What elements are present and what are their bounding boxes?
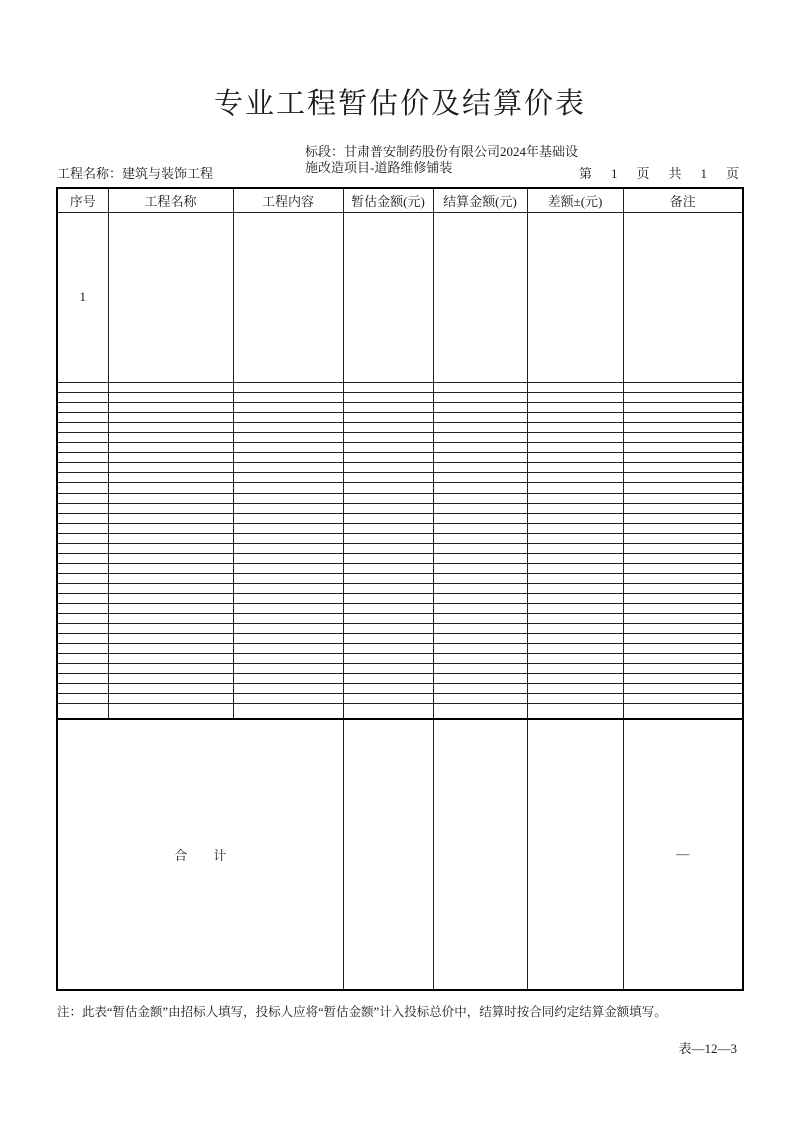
- table-cell: [108, 413, 233, 423]
- total-difference-cell: [527, 719, 623, 990]
- table-cell: [343, 453, 433, 463]
- table-cell: [108, 473, 233, 483]
- table-cell: [233, 603, 343, 613]
- table-cell: [527, 533, 623, 543]
- table-cell: [233, 563, 343, 573]
- table-cell: [108, 553, 233, 563]
- table-cell: [233, 543, 343, 553]
- table-cell: [108, 563, 233, 573]
- table-cell: [623, 523, 743, 533]
- table-cell: [57, 704, 108, 719]
- table-cell: [623, 463, 743, 473]
- table-cell: [57, 553, 108, 563]
- table-cell: [57, 664, 108, 674]
- table-cell: [343, 433, 433, 443]
- table-cell: [108, 623, 233, 633]
- table-cell: [623, 453, 743, 463]
- table-cell: [108, 593, 233, 603]
- table-cell: [57, 513, 108, 523]
- table-cell: [343, 583, 433, 593]
- table-cell: [623, 403, 743, 413]
- table-cell: 1: [57, 212, 108, 383]
- table-cell: [233, 573, 343, 583]
- bid-section-line2: 施改造项目-道路维修铺装: [305, 160, 453, 175]
- table-cell: [233, 433, 343, 443]
- table-cell: [433, 393, 527, 403]
- table-cell: [623, 483, 743, 493]
- table-cell: [108, 603, 233, 613]
- table-cell: [57, 433, 108, 443]
- table-row: [57, 212, 743, 383]
- table-cell: [233, 613, 343, 623]
- table-cell: [527, 593, 623, 603]
- column-header-remark: 备注: [623, 188, 743, 212]
- table-cell: [233, 664, 343, 674]
- table-cell: [57, 643, 108, 653]
- table-cell: [433, 603, 527, 613]
- table-row: [57, 623, 743, 633]
- column-header-project-content: 工程内容: [233, 188, 343, 212]
- table-row: [57, 573, 743, 583]
- table-cell: [623, 694, 743, 704]
- table-row: [57, 694, 743, 704]
- table-row: [57, 633, 743, 643]
- table-cell: [527, 643, 623, 653]
- table-cell: [343, 613, 433, 623]
- table-cell: [57, 593, 108, 603]
- table-cell: [433, 383, 527, 393]
- table-cell: [57, 573, 108, 583]
- table-cell: [343, 664, 433, 674]
- table-cell: [433, 684, 527, 694]
- table-cell: [433, 573, 527, 583]
- table-cell: [343, 503, 433, 513]
- table-cell: [527, 664, 623, 674]
- table-cell: [343, 654, 433, 664]
- table-cell: [343, 684, 433, 694]
- column-header-estimate-amount: 暂估金额(元): [343, 188, 433, 212]
- table-cell: [233, 493, 343, 503]
- table-cell: [527, 493, 623, 503]
- table-cell: [527, 473, 623, 483]
- table-cell: [433, 443, 527, 453]
- table-cell: [527, 433, 623, 443]
- table-cell: [623, 573, 743, 583]
- table-cell: [623, 543, 743, 553]
- table-cell: [623, 593, 743, 603]
- table-cell: [623, 533, 743, 543]
- table-cell: [343, 593, 433, 603]
- table-cell: [433, 654, 527, 664]
- table-cell: [433, 463, 527, 473]
- table-cell: [57, 684, 108, 694]
- table-cell: [108, 212, 233, 383]
- table-cell: [433, 613, 527, 623]
- table-cell: [343, 674, 433, 684]
- total-settlement-amount-cell: [433, 719, 527, 990]
- total-row: [57, 719, 743, 990]
- table-cell: [433, 533, 527, 543]
- table-cell: [108, 704, 233, 719]
- table-row: [57, 423, 743, 433]
- table-cell: [57, 383, 108, 393]
- table-cell: [57, 583, 108, 593]
- table-cell: [623, 503, 743, 513]
- table-cell: [233, 623, 343, 633]
- project-name-label: 工程名称：建筑与装饰工程: [57, 166, 214, 181]
- table-cell: [527, 513, 623, 523]
- table-cell: [433, 413, 527, 423]
- table-cell: [233, 463, 343, 473]
- table-cell: [527, 674, 623, 684]
- table-cell: [433, 483, 527, 493]
- table-cell: [433, 543, 527, 553]
- table-cell: [57, 403, 108, 413]
- table-cell: [433, 503, 527, 513]
- table-cell: [108, 674, 233, 684]
- table-cell: [57, 533, 108, 543]
- table-cell: [623, 473, 743, 483]
- table-row: [57, 593, 743, 603]
- table-cell: [108, 684, 233, 694]
- table-cell: [57, 463, 108, 473]
- table-cell: [233, 553, 343, 563]
- table-row: [57, 684, 743, 694]
- table-cell: [433, 212, 527, 383]
- table-cell: [527, 543, 623, 553]
- table-cell: [527, 603, 623, 613]
- table-cell: [623, 674, 743, 684]
- table-cell: [527, 403, 623, 413]
- page-title: 专业工程暂估价及结算价表: [213, 88, 586, 120]
- table-cell: [233, 483, 343, 493]
- table-cell: [343, 443, 433, 453]
- table-cell: [108, 613, 233, 623]
- table-cell: [527, 553, 623, 563]
- table-cell: [57, 423, 108, 433]
- table-row: [57, 523, 743, 533]
- table-row: [57, 493, 743, 503]
- total-remark-cell: —: [623, 719, 743, 990]
- table-cell: [623, 413, 743, 423]
- table-cell: [108, 383, 233, 393]
- table-cell: [57, 623, 108, 633]
- table-cell: [57, 694, 108, 704]
- table-cell: [527, 212, 623, 383]
- table-cell: [233, 443, 343, 453]
- table-cell: [623, 212, 743, 383]
- table-cell: [108, 493, 233, 503]
- table-cell: [233, 533, 343, 543]
- table-cell: [527, 463, 623, 473]
- table-cell: [527, 453, 623, 463]
- table-cell: [233, 393, 343, 403]
- table-cell: [343, 573, 433, 583]
- table-cell: [433, 523, 527, 533]
- table-cell: [57, 473, 108, 483]
- table-cell: [108, 443, 233, 453]
- table-cell: [233, 593, 343, 603]
- table-row: [57, 473, 743, 483]
- total-estimate-amount-cell: [343, 719, 433, 990]
- table-cell: [623, 513, 743, 523]
- table-cell: [433, 694, 527, 704]
- column-header-difference: 差额±(元): [527, 188, 623, 212]
- table-row: [57, 654, 743, 664]
- table-cell: [108, 393, 233, 403]
- table-cell: [233, 694, 343, 704]
- table-cell: [433, 633, 527, 643]
- column-header-seq: 序号: [57, 188, 108, 212]
- table-cell: [433, 553, 527, 563]
- table-cell: [233, 423, 343, 433]
- column-header-project-name: 工程名称: [108, 188, 233, 212]
- table-row: [57, 503, 743, 513]
- table-row: [57, 563, 743, 573]
- table-row: [57, 704, 743, 719]
- table-cell: [623, 383, 743, 393]
- table-cell: [108, 463, 233, 473]
- table-row: [57, 583, 743, 593]
- table-cell: [433, 583, 527, 593]
- table-cell: [108, 643, 233, 653]
- table-cell: [57, 483, 108, 493]
- table-row: [57, 463, 743, 473]
- table-cell: [108, 453, 233, 463]
- table-cell: [343, 694, 433, 704]
- table-cell: [233, 643, 343, 653]
- table-cell: [623, 603, 743, 613]
- table-cell: [108, 533, 233, 543]
- table-row: [57, 674, 743, 684]
- table-cell: [527, 613, 623, 623]
- table-cell: [623, 493, 743, 503]
- bid-section-line1: 标段：甘肃普安制药股份有限公司2024年基础设: [305, 144, 579, 159]
- table-cell: [233, 684, 343, 694]
- table-cell: [108, 503, 233, 513]
- table-cell: [623, 553, 743, 563]
- table-cell: [57, 633, 108, 643]
- table-row: [57, 643, 743, 653]
- table-cell: [343, 403, 433, 413]
- table-cell: [233, 704, 343, 719]
- table-cell: [527, 583, 623, 593]
- table-cell: [57, 493, 108, 503]
- table-cell: [527, 563, 623, 573]
- table-cell: [233, 383, 343, 393]
- table-row: [57, 413, 743, 423]
- table-cell: [108, 403, 233, 413]
- table-cell: [343, 423, 433, 433]
- table-cell: [233, 212, 343, 383]
- table-cell: [433, 453, 527, 463]
- table-row: [57, 664, 743, 674]
- table-cell: [527, 654, 623, 664]
- table-cell: [623, 654, 743, 664]
- table-row: [57, 453, 743, 463]
- table-cell: [343, 463, 433, 473]
- table-cell: [57, 654, 108, 664]
- column-header-settlement-amount: 结算金额(元): [433, 188, 527, 212]
- table-cell: [623, 613, 743, 623]
- table-cell: [343, 533, 433, 543]
- table-row: [57, 533, 743, 543]
- table-cell: [57, 613, 108, 623]
- table-cell: [433, 493, 527, 503]
- table-cell: [623, 443, 743, 453]
- table-cell: [108, 543, 233, 553]
- table-cell: [623, 684, 743, 694]
- table-cell: [233, 583, 343, 593]
- table-cell: [233, 413, 343, 423]
- table-body: [57, 212, 743, 719]
- table-cell: [57, 443, 108, 453]
- table-row: [57, 443, 743, 453]
- table-row: [57, 383, 743, 393]
- table-cell: [343, 493, 433, 503]
- table-cell: [623, 563, 743, 573]
- table-cell: [343, 523, 433, 533]
- table-cell: [233, 453, 343, 463]
- table-cell: [623, 643, 743, 653]
- table-cell: [108, 483, 233, 493]
- table-cell: [623, 623, 743, 633]
- table-cell: [108, 664, 233, 674]
- table-cell: [343, 633, 433, 643]
- table-cell: [343, 603, 433, 613]
- table-cell: [57, 543, 108, 553]
- table-cell: [623, 393, 743, 403]
- table-row: [57, 553, 743, 563]
- table-cell: [343, 543, 433, 553]
- table-cell: [527, 573, 623, 583]
- table-cell: [233, 633, 343, 643]
- table-cell: [433, 593, 527, 603]
- table-cell: [343, 553, 433, 563]
- table-cell: [433, 563, 527, 573]
- table-cell: [343, 473, 433, 483]
- table-cell: [108, 633, 233, 643]
- table-cell: [233, 513, 343, 523]
- table-cell: [527, 443, 623, 453]
- table-cell: [433, 513, 527, 523]
- table-cell: [57, 563, 108, 573]
- table-cell: [57, 674, 108, 684]
- table-cell: [343, 623, 433, 633]
- table-cell: [527, 383, 623, 393]
- table-cell: [433, 643, 527, 653]
- table-header-row: [57, 188, 743, 212]
- table-cell: [527, 704, 623, 719]
- table-row: [57, 603, 743, 613]
- table-cell: [527, 523, 623, 533]
- table-cell: [343, 704, 433, 719]
- table-cell: [433, 403, 527, 413]
- header-info: [57, 142, 742, 186]
- table-cell: [527, 393, 623, 403]
- table-cell: [108, 513, 233, 523]
- table-cell: [623, 583, 743, 593]
- table-cell: [233, 473, 343, 483]
- total-label-cell: 合 计: [57, 719, 343, 990]
- table-cell: [57, 523, 108, 533]
- table-cell: [108, 583, 233, 593]
- table-cell: [527, 483, 623, 493]
- table-row: [57, 433, 743, 443]
- table-row: [57, 403, 743, 413]
- table-cell: [623, 704, 743, 719]
- table-row: [57, 543, 743, 553]
- table-cell: [343, 643, 433, 653]
- page-number-info: 第 1 页 共 1 页: [578, 166, 742, 181]
- table-cell: [343, 483, 433, 493]
- table-cell: [433, 623, 527, 633]
- table-cell: [623, 664, 743, 674]
- table-cell: [57, 503, 108, 513]
- table-cell: [108, 423, 233, 433]
- table-cell: [527, 413, 623, 423]
- table-cell: [233, 403, 343, 413]
- estimate-settlement-table: [56, 187, 744, 991]
- table-cell: [233, 523, 343, 533]
- table-cell: [57, 413, 108, 423]
- table-cell: [433, 423, 527, 433]
- table-cell: [433, 433, 527, 443]
- table-cell: [343, 393, 433, 403]
- table-cell: [433, 674, 527, 684]
- table-cell: [57, 603, 108, 613]
- table-cell: [623, 423, 743, 433]
- table-cell: [108, 573, 233, 583]
- form-number: 表—12—3: [678, 1041, 737, 1056]
- table-cell: [343, 563, 433, 573]
- table-cell: [343, 513, 433, 523]
- table-cell: [527, 694, 623, 704]
- table-cell: [623, 433, 743, 443]
- table-row: [57, 393, 743, 403]
- table-cell: [108, 694, 233, 704]
- table-cell: [433, 704, 527, 719]
- table-row: [57, 483, 743, 493]
- table-cell: [433, 664, 527, 674]
- footer-note: 注：此表“暂估金额”由招标人填写，投标人应将“暂估金额”计入投标总价中，结算时按合同约定结算金额填写。: [57, 1005, 667, 1019]
- table-cell: [57, 453, 108, 463]
- table-cell: [233, 654, 343, 664]
- table-cell: [527, 684, 623, 694]
- table-cell: [57, 393, 108, 403]
- table-cell: [343, 413, 433, 423]
- table-cell: [527, 623, 623, 633]
- table-cell: [343, 383, 433, 393]
- table-cell: [233, 503, 343, 513]
- table-cell: [108, 433, 233, 443]
- table-row: [57, 613, 743, 623]
- table-cell: [527, 423, 623, 433]
- table-cell: [108, 523, 233, 533]
- table-cell: [623, 633, 743, 643]
- table-cell: [233, 674, 343, 684]
- table-cell: [433, 473, 527, 483]
- table-cell: [108, 654, 233, 664]
- table-cell: [343, 212, 433, 383]
- table-cell: [527, 503, 623, 513]
- table-row: [57, 513, 743, 523]
- table-cell: [527, 633, 623, 643]
